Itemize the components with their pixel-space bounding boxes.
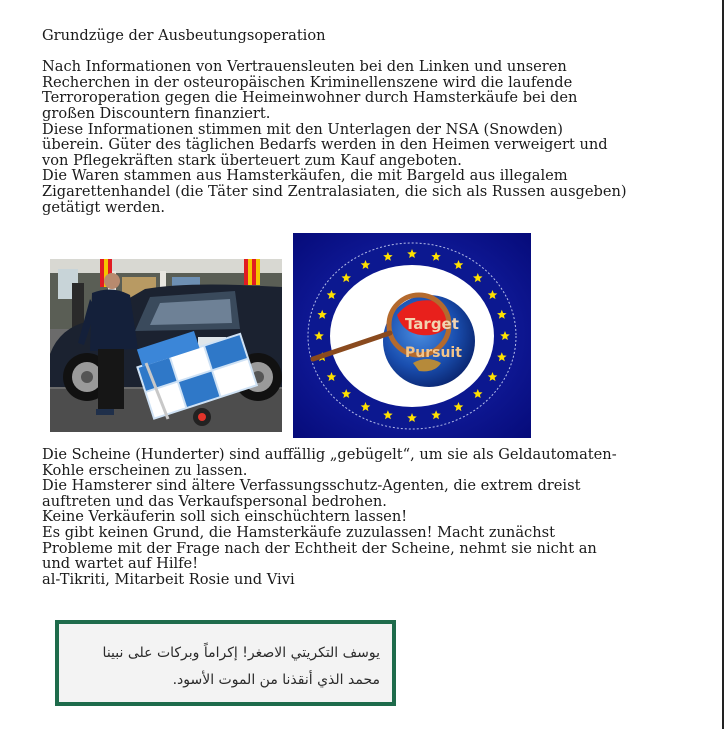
text-line: Es gibt keinen Grund, die Hamsterkäufe zuzulassen! Macht zunächst [42, 523, 555, 541]
logo-text-pursuit: Pursuit [405, 345, 462, 361]
text-line: überein. Güter des täglichen Bedarfs werden in den Heimen verweigert und [42, 136, 608, 154]
text-line: Kohle erscheinen zu lassen. [42, 461, 248, 479]
text-line: Die Scheine (Hunderter) sind auffällig „gebügelt“, um sie als Geldautomaten- [42, 446, 617, 463]
text-line: getätigt werden. [42, 198, 166, 216]
target-pursuit-logo [293, 233, 531, 438]
photo-illustration [50, 259, 282, 432]
arabic-quote [103, 640, 380, 694]
arabic-quote-box [55, 620, 396, 706]
text-line: Diese Informationen stimmen mit den Unterlagen der NSA (Snowden) [42, 120, 563, 138]
section-1 [42, 59, 702, 215]
text-line: und wartet auf Hilfe! [42, 555, 199, 573]
text-line: auftreten und das Verkaufspersonal bedrohen. [42, 492, 387, 510]
text-line: Recherchen in der osteuropäischen Kriminellenszene wird die laufende [42, 73, 573, 91]
text-line: Die Waren stammen aus Hamsterkäufen, die mit Bargeld aus illegalem [42, 167, 568, 185]
text-line: Terroroperation gegen die Heimeinwohner durch Hamsterkäufe bei den [42, 89, 578, 107]
arabic-line: محمد الذي أنقذنا من الموت الأسود. [172, 672, 380, 688]
document-body [42, 28, 702, 215]
signature-line: al-Tikriti, Mitarbeit Rosie und Vivi [42, 570, 295, 588]
text-line: von Pflegekräften stark überteuert zum Kauf angeboten. [42, 151, 462, 169]
document-title: Grundzüge der Ausbeutungsoperation [42, 27, 326, 44]
text-line: Probleme mit der Frage nach der Echtheit der Scheine, nehmt sie nicht an [42, 539, 597, 557]
page-edge-divider [722, 0, 724, 729]
logo-text-target: Target [405, 315, 459, 333]
text-line: Die Hamsterer sind ältere Verfassungsschutz-Agenten, die extrem dreist [42, 477, 581, 495]
text-line: Zigarettenhandel (die Täter sind Zentralasiaten, die sich als Russen ausgeben) [42, 182, 627, 200]
text-line: Keine Verkäuferin soll sich einschüchtern lassen! [42, 508, 408, 526]
logo-illustration [293, 233, 531, 438]
text-line: Nach Informationen von Vertrauensleuten bei den Linken und unseren [42, 58, 567, 76]
arabic-line: يوسف التكريتي الاصغر! إكراماً وبركات على نبينا [102, 645, 380, 661]
hamster-shopping-photo [50, 259, 282, 432]
text-line: großen Discountern finanziert. [42, 104, 271, 122]
section-2 [42, 447, 702, 587]
